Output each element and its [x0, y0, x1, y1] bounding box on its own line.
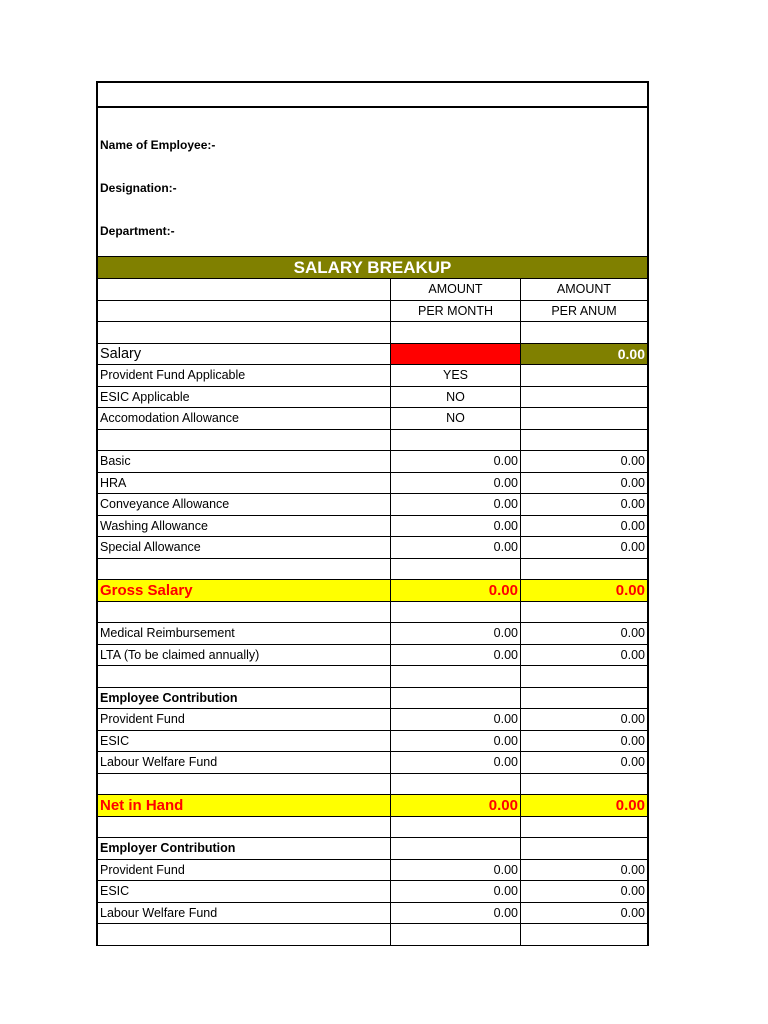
component-annum: 0.00 — [521, 494, 648, 516]
header-row — [98, 279, 647, 300]
spacer-row — [98, 601, 647, 623]
reimbursement-annum: 0.00 — [521, 623, 648, 645]
salary-label: Salary — [98, 343, 391, 365]
per-month-header: PER MONTH — [391, 300, 521, 322]
component-annum: 0.00 — [521, 537, 648, 559]
component-month: 0.00 — [391, 472, 521, 494]
spacer-row — [98, 429, 647, 451]
component-row — [98, 472, 647, 494]
contribution-month: 0.00 — [391, 859, 521, 881]
flag-row — [98, 408, 647, 430]
spacer-row — [98, 558, 647, 580]
per-anum-header: PER ANUM — [521, 300, 648, 322]
net-in-hand-row — [98, 795, 647, 817]
employee-contribution-row — [98, 752, 647, 774]
employer-contribution-heading-row — [98, 838, 647, 860]
net-in-hand-month: 0.00 — [391, 795, 521, 817]
flag-label: Accomodation Allowance — [98, 408, 391, 430]
contribution-month: 0.00 — [391, 902, 521, 924]
employee-contribution-heading: Employee Contribution — [98, 687, 391, 709]
reimbursement-row — [98, 644, 647, 666]
contribution-label: Labour Welfare Fund — [98, 902, 391, 924]
reimbursement-annum: 0.00 — [521, 644, 648, 666]
flag-value[interactable]: NO — [391, 408, 521, 430]
salary-sheet — [96, 81, 649, 946]
amount-header-annum: AMOUNT — [521, 279, 648, 300]
component-row — [98, 515, 647, 537]
amount-header-month: AMOUNT — [391, 279, 521, 300]
sheet-title-row — [98, 83, 647, 108]
contribution-month: 0.00 — [391, 730, 521, 752]
contribution-month: 0.00 — [391, 752, 521, 774]
spacer-row — [98, 773, 647, 795]
contribution-annum: 0.00 — [521, 881, 648, 903]
gross-salary-label: Gross Salary — [98, 580, 391, 602]
employee-contribution-row — [98, 730, 647, 752]
component-month: 0.00 — [391, 537, 521, 559]
employee-contribution-heading-row — [98, 687, 647, 709]
employer-contribution-row — [98, 881, 647, 903]
component-month: 0.00 — [391, 515, 521, 537]
gross-salary-month: 0.00 — [391, 580, 521, 602]
contribution-annum: 0.00 — [521, 709, 648, 731]
employer-contribution-row — [98, 859, 647, 881]
contribution-annum: 0.00 — [521, 902, 648, 924]
gross-salary-row — [98, 580, 647, 602]
net-in-hand-label: Net in Hand — [98, 795, 391, 817]
component-annum: 0.00 — [521, 472, 648, 494]
contribution-annum: 0.00 — [521, 730, 648, 752]
contribution-label: Provident Fund — [98, 859, 391, 881]
component-label: HRA — [98, 472, 391, 494]
contribution-label: Labour Welfare Fund — [98, 752, 391, 774]
contribution-annum: 0.00 — [521, 859, 648, 881]
employer-contribution-heading: Employer Contribution — [98, 838, 391, 860]
spacer-row — [98, 816, 647, 838]
component-row — [98, 451, 647, 473]
reimbursement-month: 0.00 — [391, 644, 521, 666]
component-row — [98, 537, 647, 559]
flag-label: ESIC Applicable — [98, 386, 391, 408]
salary-month-input[interactable] — [391, 343, 521, 365]
contribution-label: ESIC — [98, 730, 391, 752]
component-label: Basic — [98, 451, 391, 473]
salary-breakup-title: SALARY BREAKUP — [98, 257, 647, 279]
net-in-hand-annum: 0.00 — [521, 795, 648, 817]
employee-info — [98, 108, 647, 257]
spacer-row — [98, 924, 647, 946]
spacer-row — [98, 322, 647, 344]
contribution-annum: 0.00 — [521, 752, 648, 774]
header-row — [98, 300, 647, 322]
designation-label: Designation:- — [100, 181, 177, 195]
component-row — [98, 494, 647, 516]
reimbursement-row — [98, 623, 647, 645]
salary-row — [98, 343, 647, 365]
employer-contribution-row — [98, 902, 647, 924]
contribution-label: ESIC — [98, 881, 391, 903]
component-annum: 0.00 — [521, 515, 648, 537]
department-label: Department:- — [100, 224, 175, 238]
flag-value[interactable]: NO — [391, 386, 521, 408]
component-month: 0.00 — [391, 451, 521, 473]
contribution-label: Provident Fund — [98, 709, 391, 731]
component-annum: 0.00 — [521, 451, 648, 473]
gross-salary-annum: 0.00 — [521, 580, 648, 602]
employee-contribution-row — [98, 709, 647, 731]
salary-annum-value: 0.00 — [521, 343, 648, 365]
reimbursement-label: Medical Reimbursement — [98, 623, 391, 645]
component-label: Conveyance Allowance — [98, 494, 391, 516]
reimbursement-label: LTA (To be claimed annually) — [98, 644, 391, 666]
contribution-month: 0.00 — [391, 881, 521, 903]
salary-table — [98, 279, 647, 946]
flag-row — [98, 365, 647, 387]
component-label: Washing Allowance — [98, 515, 391, 537]
spacer-row — [98, 666, 647, 688]
flag-row — [98, 386, 647, 408]
flag-value[interactable]: YES — [391, 365, 521, 387]
component-month: 0.00 — [391, 494, 521, 516]
contribution-month: 0.00 — [391, 709, 521, 731]
employee-name-label: Name of Employee:- — [100, 138, 216, 152]
component-label: Special Allowance — [98, 537, 391, 559]
reimbursement-month: 0.00 — [391, 623, 521, 645]
flag-label: Provident Fund Applicable — [98, 365, 391, 387]
